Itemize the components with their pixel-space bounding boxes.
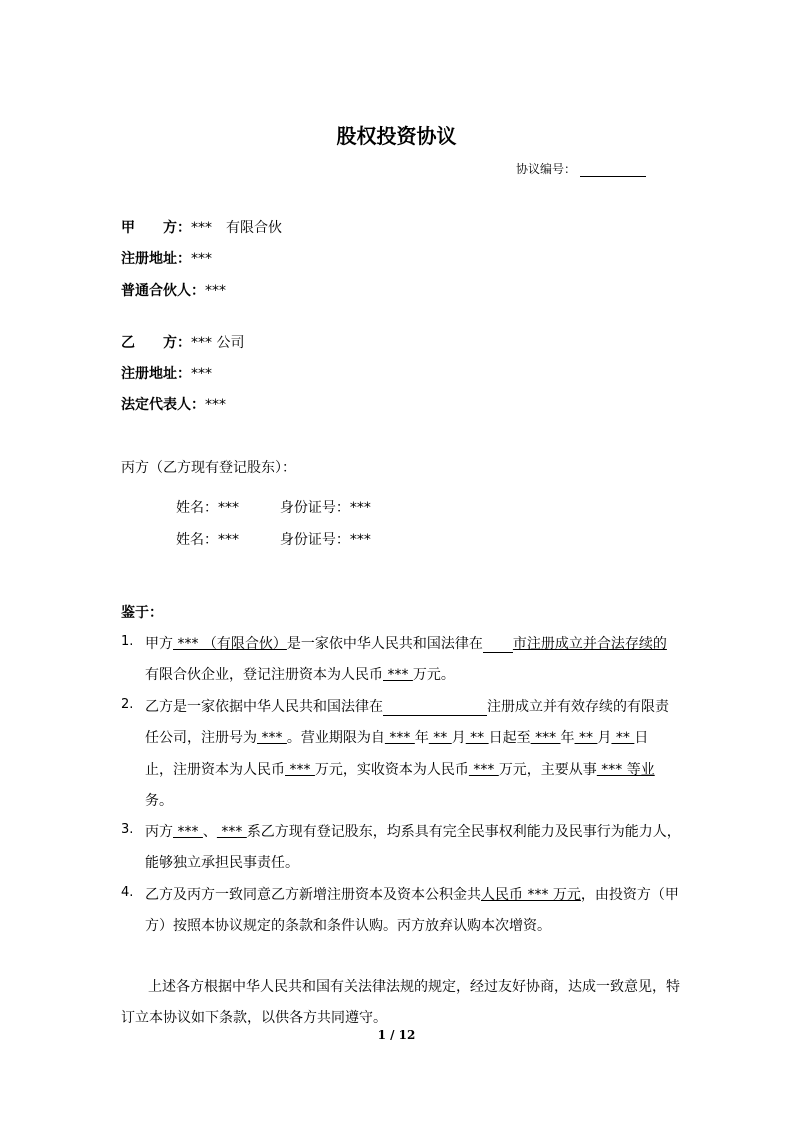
item-number: 4. bbox=[121, 885, 134, 900]
underlined-text: *** bbox=[285, 762, 315, 778]
item-4-line-1 bbox=[145, 884, 679, 904]
item-number: 3. bbox=[121, 822, 134, 837]
party-b-rep-row bbox=[121, 394, 226, 414]
text: 丙方 bbox=[145, 824, 173, 840]
document-title: 股权投资协议 bbox=[336, 124, 457, 148]
underlined-text: ** bbox=[465, 730, 489, 746]
doc-number-label: 协议编号： bbox=[516, 162, 577, 176]
party-a-label: 甲 方： bbox=[121, 220, 191, 236]
party-c-heading: 丙方（乙方现有登记股东）： bbox=[121, 460, 296, 476]
text: ，由投资方（甲 bbox=[580, 887, 679, 903]
item-3-line-1 bbox=[145, 821, 681, 841]
underlined-text: *** （有限合伙） bbox=[173, 636, 287, 652]
party-a-partner: *** bbox=[205, 283, 226, 299]
party-b-row bbox=[121, 332, 244, 352]
person-id-label: 身份证号： bbox=[279, 532, 350, 548]
text: 甲方 bbox=[145, 636, 173, 652]
item-2-line-4 bbox=[145, 790, 173, 810]
party-a-address: *** bbox=[191, 251, 212, 267]
party-b-label: 乙 方： bbox=[121, 335, 191, 351]
text: 万元。 bbox=[412, 667, 455, 683]
text: 有限合伙企业，登记注册资本为人民币 bbox=[145, 667, 383, 683]
underlined-text: ** bbox=[611, 730, 635, 746]
blank-line bbox=[483, 638, 513, 653]
party-a-partner-row bbox=[121, 280, 226, 300]
text: 是一家依中华人民共和国法律在 bbox=[286, 636, 483, 652]
person-name-label: 姓名： bbox=[176, 500, 218, 516]
text: 月 bbox=[597, 730, 612, 746]
text: 务。 bbox=[145, 793, 173, 809]
party-a-row bbox=[121, 217, 282, 237]
text: 年 bbox=[560, 730, 575, 746]
underlined-text: *** bbox=[468, 762, 499, 778]
party-a-address-label: 注册地址： bbox=[121, 251, 191, 267]
party-b-address: *** bbox=[191, 366, 212, 382]
underlined-text: 市注册成立并合法存续的 bbox=[512, 636, 667, 652]
text: 乙方是一家依据中华人民共和国法律在 bbox=[145, 699, 383, 715]
party-b-name: *** 公司 bbox=[191, 335, 245, 351]
text: 任公司，注册号为 bbox=[145, 730, 257, 746]
underlined-text: *** bbox=[384, 730, 415, 746]
text: 万元，主要从事 bbox=[498, 762, 597, 778]
text: 。营业期限为自 bbox=[286, 730, 385, 746]
item-1-line-2 bbox=[145, 664, 455, 684]
party-c-person-row bbox=[176, 529, 371, 549]
text: 方）按照本协议规定的条款和条件认购。丙方放弃认购本次增资。 bbox=[145, 918, 551, 934]
party-b-address-row bbox=[121, 363, 212, 383]
person-id: *** bbox=[349, 532, 371, 548]
underlined-text: *** bbox=[216, 824, 247, 840]
person-name-label: 姓名： bbox=[176, 532, 218, 548]
text: 止，注册资本为人民币 bbox=[145, 762, 285, 778]
underlined-text: ** bbox=[428, 730, 452, 746]
underlined-text: *** bbox=[257, 730, 287, 746]
item-1-line-1 bbox=[145, 633, 667, 653]
blank-line bbox=[383, 701, 487, 716]
underlined-text: *** bbox=[383, 667, 413, 683]
whereas-heading: 鉴于： bbox=[121, 605, 163, 621]
underlined-text: 人民币 *** 万元 bbox=[481, 887, 581, 903]
person-name: *** bbox=[218, 532, 239, 548]
text: 日起至 bbox=[488, 730, 531, 746]
text: 年 bbox=[414, 730, 429, 746]
text: 乙方及丙方一致同意乙方新增注册资本及资本公积金共 bbox=[145, 887, 481, 903]
underlined-text: ** bbox=[574, 730, 598, 746]
doc-number bbox=[516, 160, 646, 177]
page-number: 1 / 12 bbox=[377, 1028, 416, 1042]
text: 注册成立并有效存续的有限责 bbox=[487, 699, 669, 715]
text: 万元，实收资本为人民币 bbox=[314, 762, 469, 778]
party-a-name: *** 有限合伙 bbox=[191, 220, 282, 236]
text: 月 bbox=[451, 730, 466, 746]
party-b-rep: *** bbox=[205, 397, 226, 413]
underlined-text: *** bbox=[173, 824, 203, 840]
text: 、 bbox=[202, 824, 217, 840]
person-id-label: 身份证号： bbox=[279, 500, 350, 516]
item-number: 1. bbox=[121, 634, 134, 649]
item-2-line-2 bbox=[145, 727, 648, 747]
item-3-line-2 bbox=[145, 852, 299, 872]
doc-number-blank bbox=[580, 164, 646, 177]
person-name: *** bbox=[218, 500, 239, 516]
item-4-line-2 bbox=[145, 915, 551, 935]
person-id: *** bbox=[349, 500, 371, 516]
party-b-address-label: 注册地址： bbox=[121, 366, 191, 382]
text: 日 bbox=[634, 730, 649, 746]
text: 系乙方现有登记股东，均系具有完全民事权利能力及民事行为能力人， bbox=[246, 824, 681, 840]
underlined-text: *** bbox=[530, 730, 561, 746]
party-b-rep-label: 法定代表人： bbox=[121, 397, 205, 413]
underlined-text: *** 等业 bbox=[596, 762, 655, 778]
party-a-address-row bbox=[121, 248, 212, 268]
closing-line-1: 上述各方根据中华人民共和国有关法律法规的规定，经过友好协商，达成一致意见，特 bbox=[148, 979, 680, 995]
item-number: 2. bbox=[121, 697, 134, 712]
item-2-line-1 bbox=[145, 696, 669, 716]
party-a-partner-label: 普通合伙人： bbox=[121, 283, 205, 299]
text: 能够独立承担民事责任。 bbox=[145, 855, 299, 871]
closing-line-2: 订立本协议如下条款，以供各方共同遵守。 bbox=[121, 1010, 387, 1026]
party-c-person-row bbox=[176, 497, 371, 517]
item-2-line-3 bbox=[145, 759, 655, 779]
